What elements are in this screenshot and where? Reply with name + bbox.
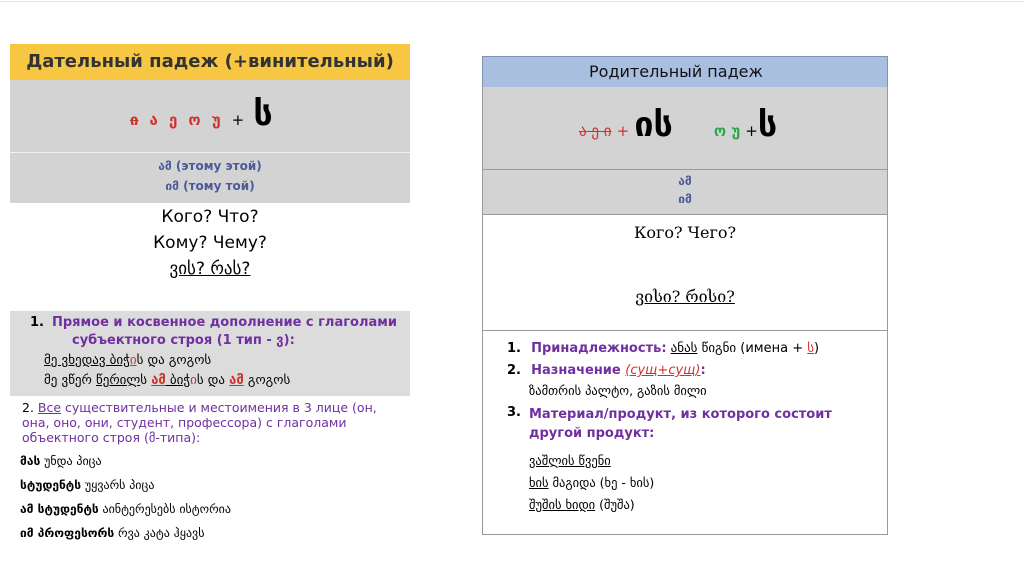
sentence-4-rest: რვა კატა ჰყავს <box>114 526 205 540</box>
gen-item-3-label: Материал/продукт, из которого состоит другой продукт: <box>529 407 832 441</box>
example-2-b: წერილ <box>96 373 141 388</box>
example-2-e: ბიჭ <box>165 373 191 388</box>
gen-demo-1: ამ <box>678 174 692 188</box>
sentence-1-rest: უნდა პიცა <box>40 454 102 468</box>
sentence-1 <box>20 454 102 468</box>
sentence-4 <box>20 526 204 540</box>
genitive-header <box>482 56 888 88</box>
example-2-g: ს და <box>196 373 230 388</box>
ending-i: ი <box>130 111 139 129</box>
sentence-2-rest: უყვარს პიცა <box>81 478 155 492</box>
ending-o: ო <box>188 111 201 129</box>
example-2-a: მე ვწერ <box>44 373 96 388</box>
demo-line-2: იმ (тому той) <box>165 179 255 193</box>
example-2-f: ი <box>190 373 197 388</box>
item2-rest: существительные и местоимения в 3 лице (он, она, оно, они, студент, профессора) с глаголами объектного строя (მ-типа): <box>22 400 377 445</box>
question-1: Кого? Что? <box>161 207 259 227</box>
ending-e: ე <box>168 111 178 129</box>
example-2-i: გოგოს <box>243 373 291 388</box>
item1-line1: Прямое и косвенное дополнение с глаголами <box>52 315 397 330</box>
gen-question-2: ვისი? რისი? <box>635 287 735 306</box>
sentence-3 <box>20 502 231 516</box>
plus-red: + <box>616 122 630 140</box>
item1-line2: субъектного строя (1 тип - ვ): <box>72 333 295 348</box>
item2-text <box>22 400 402 445</box>
gen-item-1-word: ანას <box>670 341 698 356</box>
question-2: Кому? Чему? <box>153 233 267 253</box>
gen-item-3 <box>507 405 877 443</box>
example-1 <box>44 353 211 368</box>
gen-item-2-num: 2. <box>507 363 521 378</box>
sentence-1-subject: მას <box>20 454 41 468</box>
gen-item-3-num: 3. <box>507 405 521 420</box>
sentence-2 <box>20 478 154 492</box>
genitive-endings-row <box>482 87 888 170</box>
sentence-4-subject: იმ პროფესორს <box>20 526 115 540</box>
ending-green: ო უ <box>713 122 741 140</box>
gen-item-2-example: ზამთრის პალტო, გაზის მილი <box>529 383 707 398</box>
gen-item-2-paren: (сущ+сущ) <box>625 363 701 378</box>
gen-item-3-ex2-a: ხის <box>529 475 549 490</box>
gen-demo-2: იმ <box>678 192 692 206</box>
item2-number: 2. <box>22 400 34 415</box>
example-2-h: ამ <box>229 373 244 388</box>
genitive-endings <box>579 105 777 145</box>
example-2-c: ს <box>140 373 152 388</box>
ending-u: უ <box>211 111 221 129</box>
gen-item-1-rest: წიგნი (имена + <box>697 341 808 356</box>
dative-questions-row <box>10 203 410 311</box>
sentence-3-rest: აინტერესებს ისტორია <box>98 502 231 516</box>
example-2 <box>44 373 290 388</box>
gen-item-3-ex3 <box>529 497 635 512</box>
gen-item-2-label: Назначение <box>531 363 626 378</box>
dative-endings <box>130 94 273 134</box>
demo-line-1: ამ (этому этой) <box>158 159 262 173</box>
example-1-end: ს და გოგოს <box>136 353 212 368</box>
gen-item-3-ex3-b: (შუშა) <box>595 497 635 512</box>
plus-black: + <box>745 122 758 140</box>
gen-item-1-suffix: ს <box>807 341 815 356</box>
dative-usage-1 <box>10 311 410 396</box>
gen-item-2-colon: : <box>700 363 706 378</box>
ending-a: ა <box>149 111 158 129</box>
gen-item-3-ex2 <box>529 475 654 490</box>
ending-s-big: ს <box>253 94 273 134</box>
sentence-2-subject: სტუდენტს <box>20 478 82 492</box>
genitive-header-text: Родительный падеж <box>589 62 763 81</box>
gen-item-3-ex3-a: შუშის ხიდი <box>529 497 596 512</box>
top-divider <box>0 1 1024 2</box>
gen-item-1 <box>507 341 819 356</box>
dative-demonstratives-row <box>10 152 410 203</box>
ending-s-big-right: ს <box>757 105 778 145</box>
gen-item-1-close: ) <box>814 341 820 356</box>
example-1-a: მე ვხედავ ბიჭ <box>44 353 130 368</box>
genitive-demonstratives-row <box>482 170 888 215</box>
item1-number: 1. <box>30 315 44 330</box>
genitive-questions-row <box>482 215 888 331</box>
ending-red: ა ე ი <box>579 122 612 140</box>
question-3-georgian: ვის? რას? <box>169 259 251 279</box>
example-2-d: ამ <box>151 373 166 388</box>
gen-item-3-ex2-b: მაგიდა (ხე - ხის) <box>548 475 655 490</box>
dative-endings-row <box>10 80 410 152</box>
sentence-3-subject: ამ სტუდენტს <box>20 502 99 516</box>
plus-sign: + <box>231 111 245 129</box>
ending-is-big: ის <box>634 105 673 145</box>
dative-usage-2 <box>10 396 410 566</box>
dative-header: Дательный падеж (+винительный) <box>10 44 410 80</box>
gen-item-1-num: 1. <box>507 341 521 356</box>
gen-question-1: Кого? Чего? <box>633 223 737 242</box>
gen-item-3-ex1: ვაშლის წვენი <box>529 453 611 468</box>
genitive-usage <box>482 331 888 535</box>
item2-all: Все <box>37 400 62 415</box>
example-1-hl: ი <box>129 353 137 368</box>
gen-item-1-label: Принадлежность: <box>531 341 667 356</box>
gen-item-2 <box>507 363 706 378</box>
